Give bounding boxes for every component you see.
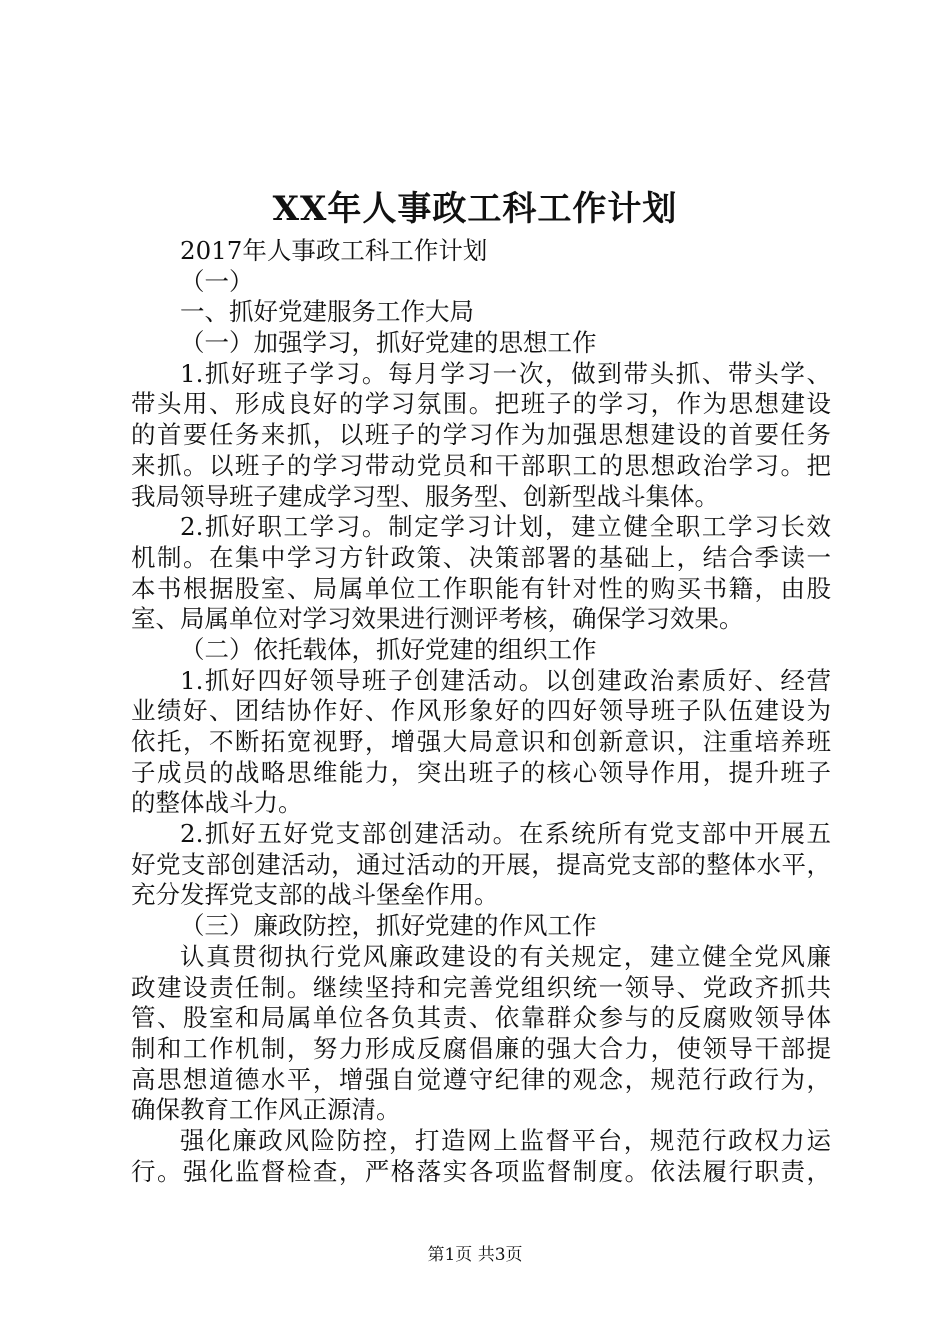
body-line: 行。强化监督检查，严格落实各项监督制度。依法履行职责， [131,1156,831,1186]
body-line: 充分发挥党支部的战斗堡垒作用。 [131,880,499,910]
body-line: 业绩好、团结协作好、作风形象好的四好领导班子队伍建设为 [131,696,831,726]
body-line: 1.抓好四好领导班子创建活动。以创建政治素质好、经营 [180,665,831,695]
body-line: 子成员的战略思维能力，突出班子的核心领导作用，提升班子 [131,757,831,787]
body-line: 2.抓好职工学习。制定学习计划，建立健全职工学习长效 [180,512,831,542]
body-line: 2.抓好五好党支部创建活动。在系统所有党支部中开展五 [180,819,831,849]
body-line: 高思想道德水平，增强自觉遵守纪律的观念，规范行政行为， [131,1064,831,1094]
body-line: （三）廉政防控，抓好党建的作风工作 [180,911,597,941]
body-line: （二）依托载体，抓好党建的组织工作 [180,634,597,664]
body-line: 室、局属单位对学习效果进行测评考核，确保学习效果。 [131,604,744,634]
page-number-footer: 第1页 共3页 [427,1245,523,1265]
body-line: 制和工作机制，努力形成反腐倡廉的强大合力，使领导干部提 [131,1033,831,1063]
body-line: 机制。在集中学习方针政策、决策部署的基础上，结合季读一 [131,542,831,572]
body-line: 带头用、形成良好的学习氛围。把班子的学习，作为思想建设 [131,389,831,419]
body-line: 一、抓好党建服务工作大局 [180,297,474,327]
body-line: 确保教育工作风正源清。 [131,1095,401,1125]
body-line: 来抓。以班子的学习带动党员和干部职工的思想政治学习。把 [131,450,831,480]
body-line: 的首要任务来抓，以班子的学习作为加强思想建设的首要任务 [131,420,831,450]
body-line: （一） [180,266,254,296]
body-line: 本书根据股室、局属单位工作职能有针对性的购买书籍，由股 [131,573,831,603]
body-line: 1.抓好班子学习。每月学习一次，做到带头抓、带头学、 [180,358,831,388]
body-line: 强化廉政风险防控，打造网上监督平台，规范行政权力运 [180,1125,831,1155]
body-line: 政建设责任制。继续坚持和完善党组织统一领导、党政齐抓共 [131,972,831,1002]
body-line: （一）加强学习，抓好党建的思想工作 [180,328,597,358]
body-line: 好党支部创建活动，通过活动的开展，提高党支部的整体水平， [131,849,831,879]
body-line: 认真贯彻执行党风廉政建设的有关规定，建立健全党风廉 [180,941,831,971]
body-line: 2017年人事政工科工作计划 [180,236,488,265]
body-line: 依托，不断拓宽视野，增强大局意识和创新意识，注重培养班 [131,727,831,756]
document-body [131,236,831,1187]
body-line: 的整体战斗力。 [131,788,303,818]
document-title: XX年人事政工科工作计划 [272,189,678,229]
body-line: 我局领导班子建成学习型、服务型、创新型战斗集体。 [131,481,719,511]
body-line: 管、股室和局属单位各负其责、依靠群众参与的反腐败领导体 [131,1003,831,1033]
